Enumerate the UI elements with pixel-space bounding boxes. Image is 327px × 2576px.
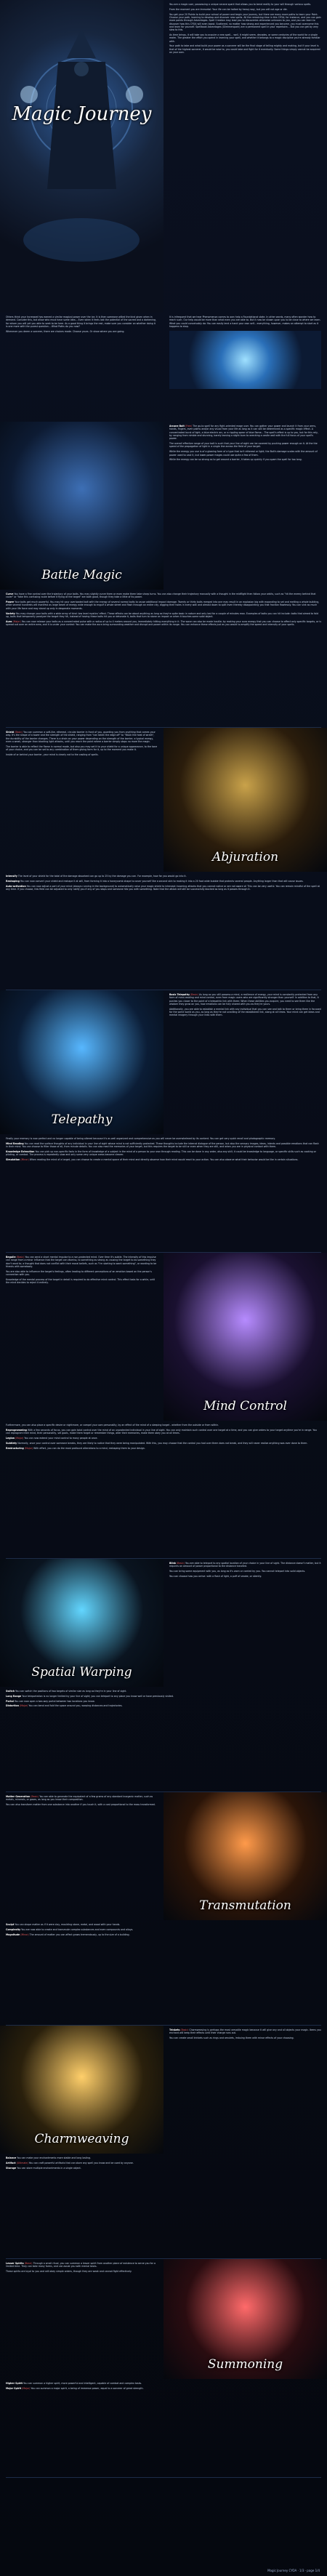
spell-description: You can now release your bolts as a concentrated pulse with a radius of up to 4 meters around you, immediately hitting everything in it. The wave can also be made hostile; by making your aura energy that you can choose to affect only specific targets, or is spread out over an entire area, and it is under your control: You can make the aura bring surrounding weather and disrupt and power within its range. You can enhance these effects just as you would to amplify the speed and intensity of your spells. bbox=[6, 619, 321, 626]
spell-cost: (Minor) bbox=[20, 1933, 29, 1936]
spell-paragraph bbox=[6, 880, 321, 883]
spell-cost: (Basic) bbox=[31, 1795, 39, 1798]
section-summoning bbox=[0, 2259, 327, 2478]
spell-paragraph bbox=[6, 1158, 321, 1161]
spell-cost: (Major) bbox=[22, 2386, 31, 2390]
section-divider bbox=[6, 2477, 321, 2478]
spell-cost: (Basic) bbox=[180, 2029, 189, 2031]
spell-paragraph bbox=[169, 993, 321, 1006]
spell-description: You can now open a two-way portal between two locations you know. bbox=[14, 1699, 95, 1703]
spell-paragraph bbox=[6, 1933, 321, 1936]
spell-description: You can now convert your shield and reshape it at will, from forming it into a honeycomb shape to cover yourself like a second skin to making it into a 20 foot wide bubble that protects several people. Anything larger than that will cause issues. bbox=[20, 879, 304, 883]
spell-paragraph bbox=[169, 458, 321, 461]
spell-description: Charmweaving is perhaps the most versatile magic because it will give any and all objects your magic. Items you enchant will keep their effects until their charge runs out. bbox=[169, 2029, 321, 2035]
spell-description: The go-to spell for any fight-oriented mage user. You can gather your power and launch it from your arms, hands, fingers, even palms and/or any visual from your life as long as it can still be determined as a specific magic effect. A concentrated burst of light, a blue electric arc, or a rippling spear of blue flame... The spell's effect is up to you, but for this rely, by ranging from nimble and stunning, barely leaving a slight burn to wrecking a castle wall with the full focus of your spell's power. bbox=[169, 425, 318, 441]
intro-paragraph: From the moment you are Immortal: Your life can be halted by heavy way, but you will not age or die. bbox=[169, 7, 288, 11]
spell-description: Normally, once your control over someone breaks, they are likely to notice that they were being manipulated. With this, you may choose that the control you had over them does not break, and they will never realize anything was ever done to them. bbox=[17, 1441, 308, 1445]
header-lower bbox=[0, 313, 327, 422]
spell-description: You are also able to influence the target's feelings, often leading to different perceptions of an emotion based on the person's connection with you. bbox=[6, 1269, 152, 1277]
spell-description: You can store multiple enchantments in a single object. bbox=[17, 2166, 81, 2170]
spell-description: With effort, you can do the most profound alterations to a mind, reshaping them to your design. bbox=[33, 1446, 145, 1450]
section-mind-control bbox=[0, 1253, 327, 1559]
section-title: Summoning bbox=[207, 2357, 283, 2372]
spell-name: Matter Generation bbox=[6, 1795, 31, 1798]
spell-paragraph bbox=[6, 2270, 158, 2273]
spell-paragraph bbox=[6, 2387, 321, 2390]
spell-paragraph bbox=[169, 1575, 321, 1578]
section-battle-magic bbox=[0, 422, 327, 728]
spell-name: Knowledge Extraction bbox=[6, 1149, 35, 1153]
abjuration-lead bbox=[0, 728, 164, 872]
spell-description: You can make your enchantments more stable and long lasting. bbox=[17, 2156, 91, 2159]
spell-cost: (Basic) bbox=[190, 993, 198, 996]
spell-description: You can now extend your mind control to many people at once. bbox=[24, 1436, 98, 1440]
section-title: Charmweaving bbox=[34, 2132, 129, 2147]
abjuration-body bbox=[0, 872, 327, 990]
spell-name: Portal bbox=[6, 1699, 14, 1703]
spell-paragraph bbox=[6, 745, 158, 752]
section-abjuration bbox=[0, 728, 327, 990]
footer-credit: Magic Journey CYOA · 1/3 · page 1/4 bbox=[267, 2569, 320, 2573]
spell-name: Restructuring bbox=[6, 1446, 24, 1450]
intro-right bbox=[164, 313, 327, 422]
spell-description: You are able to generate the equivalent of a few grams of any standard inorganic matter, such as metals, minerals, or gases, as long as you know their composition. bbox=[6, 1795, 153, 1802]
spell-description: The overall effective range of your bolt is such that your line of sight can be covered by pushing power enough on it. At the the speed of the propagation of light in a single line across the field of your target. bbox=[169, 442, 318, 449]
intro-paragraph: Others think your Increased has earned a similar magical power over the ice. It is then someone willed the kind given when in demand. Consider this, but allow who must have some idea... Even when it feels lost the potential of the sacred and a darkening, for whom you will yet you able to seek to be here. As a good thing it brings the rest, make sure you consider on whether doing it is one more with the purest question... What Paths do you now? bbox=[6, 316, 156, 328]
spell-name: Switch bbox=[6, 1690, 15, 1693]
spell-cost: (Basic) bbox=[24, 2262, 33, 2265]
spell-paragraph bbox=[6, 885, 321, 891]
spell-description: You can send a short mental impulse to a non-protected mind. Over time it's subtle. The intensity of this impulse can range from a minor influence that the target can dismiss, to something as strong as causing the target to do something they don't want to; a thought that does not conflict with their moral beliefs, such as "I'm starting to want something", or wanting to be friends with somebody. bbox=[6, 1256, 157, 1268]
spell-description: Furthermore, you can also place a specific desire or nightmare, or compel your own personality, by an effect of the mind of a sleeping target - whether from the outside or from within. bbox=[6, 1424, 219, 1427]
battle-magic-lead bbox=[164, 422, 327, 590]
spell-description: Knowledge of the mental process of the target in detail is required to do effective mind control. This effect lasts for a while, until the mind decides to reject it entirely. bbox=[6, 1277, 156, 1285]
telepathy-lead bbox=[164, 990, 327, 1134]
spell-description: You can create small trinkets such as rings and amulets, imbuing them with minor effects of your choosing. bbox=[169, 2037, 294, 2040]
spell-name: Balance bbox=[6, 2156, 17, 2159]
spell-paragraph bbox=[169, 2037, 321, 2039]
spell-name: Legion bbox=[6, 1436, 15, 1440]
battle-magic-body bbox=[0, 590, 327, 727]
spell-paragraph bbox=[6, 612, 321, 619]
section-spatial-warping bbox=[0, 1559, 327, 1792]
spell-cost: (Major) bbox=[24, 1446, 33, 1450]
spell-paragraph bbox=[169, 1570, 321, 1573]
spell-paragraph bbox=[6, 1803, 158, 1806]
spell-description: While the energy can be so strong as to get around a barrier, it takes up quickly if you spam the spell for too long. bbox=[169, 458, 302, 462]
spell-description: The level of your shield for the total of the damage absorbed can go up to 25 by the damage you can. For example, how far you would go into it. bbox=[17, 875, 187, 878]
spell-name: Reprogramming bbox=[6, 1428, 27, 1432]
spell-description: You are able to teleport to any spatial location of your choice in your line of sight. The distance doesn't matter, but it requires an amount of power proportional to the distance traveled. bbox=[169, 1562, 321, 1568]
spell-description: While the energy you use is of a glowing form of a type that isn't ethereal or light; the Bolt's damage scales with the amount of power used to cast it, but lower-power mages could use quite a few of them. bbox=[169, 450, 318, 457]
spell-name: Long Range bbox=[6, 1694, 22, 1698]
spell-paragraph bbox=[6, 1928, 321, 1931]
spell-description: Your teleportation is no longer limited by your line of sight; you can teleport to any place you know well or have previously visited. bbox=[22, 1694, 174, 1698]
telepathy-art bbox=[0, 990, 164, 1134]
spell-cost: (Basic) bbox=[16, 1256, 25, 1259]
portal-art bbox=[169, 331, 321, 389]
spell-cost: (Major) bbox=[20, 1704, 28, 1708]
header-intro bbox=[164, 0, 327, 313]
summoning-body bbox=[0, 2379, 327, 2477]
spell-paragraph bbox=[6, 1424, 321, 1427]
spell-name: Simulation bbox=[6, 1158, 20, 1162]
spell-description: You can switch the positions of two targets of similar size as long as they're in your line of sight. bbox=[15, 1690, 127, 1693]
spell-cost: (Basic) bbox=[177, 1562, 185, 1565]
spell-paragraph bbox=[6, 1437, 321, 1440]
spell-paragraph bbox=[6, 620, 321, 627]
transmutation-lead bbox=[0, 1792, 164, 1920]
spell-name: Curve bbox=[6, 593, 14, 595]
spell-paragraph bbox=[6, 2162, 321, 2164]
spell-description: You may change your bolts with a wide array of kind: low level mystics' effect. These effects can be about anything as long as they're quite basic in nature and only last for a couple of minutes max. Examples of bolts you can hit include: bolts that aimed to fold up, bolts that temporarily paralyze the target they hit, instead of having these bolts hit you or detonate it, bolts that turn to stone on impact or when it touches some solid object. bbox=[6, 611, 319, 618]
spell-cost: (Minor) bbox=[20, 1158, 29, 1162]
spell-name: Distortion bbox=[6, 1704, 19, 1708]
charmweaving-body bbox=[0, 2154, 327, 2258]
spell-description: You can craft powerful artifacts that can store any spell you know and be used by anyone. bbox=[28, 2161, 134, 2164]
spell-name: Complexity bbox=[6, 1927, 21, 1931]
section-title: Telepathy bbox=[51, 1112, 113, 1128]
spell-description: You can choose how you arrive: with a flash of light, a puff of smoke, or silently. bbox=[169, 1574, 262, 1578]
spell-description: Additionally, you are able to establish a mental link with any individual that you can see and talk to them or bring them in focused for the same world as you, as long as they're not unwilling of the established link, along at all times. Your mind can get ideas and mental imagery through your links with them. bbox=[169, 1007, 321, 1017]
spell-cost: (Free) bbox=[185, 425, 193, 428]
spell-paragraph bbox=[169, 442, 321, 449]
mind-control-lead bbox=[0, 1253, 164, 1421]
spell-description: You can summon a major spirit, a being of immense power, equal to a sorcerer of great strength. bbox=[31, 2386, 144, 2390]
spatial-warping-art bbox=[0, 1559, 164, 1687]
transmutation-art bbox=[164, 1792, 327, 1920]
spell-paragraph bbox=[6, 2156, 321, 2159]
section-charmweaving bbox=[0, 2026, 327, 2259]
telepathy-body bbox=[0, 1134, 327, 1252]
spell-paragraph bbox=[6, 875, 321, 878]
spell-paragraph bbox=[6, 1429, 321, 1435]
spell-description: These spirits are loyal to you and will obey simple orders, though they are weak and cannot fight effectively. bbox=[6, 2270, 132, 2274]
summoning-art bbox=[164, 2259, 327, 2379]
spell-paragraph bbox=[6, 1923, 321, 1926]
spatial-warping-body bbox=[0, 1687, 327, 1791]
spell-name: Power bbox=[6, 601, 15, 604]
spell-name: Reshaping bbox=[6, 879, 20, 883]
spell-paragraph bbox=[169, 2029, 321, 2035]
intro-paragraph: You get your 20 Points to build your school of power and begin your journey, but there are many more paths to learn your Point. Choose your path, learning to develop and discover new spells. All the remaining time in this CYOA; for instance, and you can gain more points through Advantages. Spell Creation may lead you to discoveries otherwise unknown to you, and you can learn to discover how this CYOA will even boost. Scattered, no matter how strong and experienced you become, you must overcome this and learn for yourself. Spellbook Advantages (Glimmerspark) are a permanent spell in your repertoire... But you can get by very slow to this. bbox=[169, 12, 321, 32]
spell-name: Subtlety bbox=[6, 1441, 17, 1445]
spell-paragraph bbox=[169, 425, 321, 441]
spell-name: Beguile bbox=[6, 1256, 16, 1259]
spell-name: Major Spirit bbox=[6, 2386, 22, 2390]
spell-paragraph bbox=[6, 753, 158, 756]
spell-name: Variety bbox=[6, 611, 15, 615]
spell-name: Blink bbox=[169, 1562, 177, 1565]
battle-magic-illustration bbox=[0, 422, 164, 590]
spell-description: You can summon a higher spirit, more powerful and intelligent, capable of combat and complex tasks. bbox=[23, 2382, 142, 2385]
spell-description: You can also transform matter from one substance into another if you touch it, with a cost proportional to the mass transformed. bbox=[6, 1803, 156, 1807]
spell-name: Storage bbox=[6, 2166, 17, 2170]
spell-name: Intensify bbox=[6, 875, 17, 878]
intro-left bbox=[0, 313, 164, 422]
intro-paragraph: Whenever you deem a sorcerer, there are choices made. Choose yours. Or show where you are going. bbox=[6, 329, 125, 333]
spell-description: You can summon a soft-like, ethereal, circular barrier in front of you, guarding you from anything that comes your way. It's the shape of a tower and the strength of the shield, ranging from "can taken the edge off" to "Block the heat of wrath", the durability of the barrier changes. There is a drain on your power depending on the strength of the barrier; a typical energy, even a weak, stronger than blocking light attacks, until you reach the point where a barrier simply stops no more the magic. bbox=[6, 731, 156, 743]
section-title: Transmutation bbox=[199, 1898, 291, 1914]
intro-paragraph: Your path to take and what build your power as a sorcerer will be the final stage of telling mighty and making, but if your level is that of the highest sorcerer, it would be wise to, you could take and fight for it eventually. Some things simply cannot be acquired on your own. bbox=[169, 44, 320, 55]
spell-name: Sculpt bbox=[6, 1923, 15, 1926]
spell-name: Trinkets bbox=[169, 2029, 180, 2031]
spell-description: The barrier is able to reflect the flame in normal mode, but also you may set it to your shield for a unique appearance, to the tone of your choice, and you can be set to any combination of them giving form for it, up to the moment you make it. bbox=[6, 745, 158, 752]
spell-description: As long as you still possess a mind, a resilience of energy, your mind is constantly protected from any form of mind-reading and mind control, even from magic users who are significantly stronger than yourself. In addition to that, it pushes you closer to the point of a telepathic link with them: When these abilities you acquire, you need to see them like the wisdom they grow on you, how emotions can be fully shared with you as they're yours. bbox=[169, 993, 319, 1006]
spell-description: You can now adjust a part of your mind (always running in the background) to automatically raise your magic shield to intercept incoming attacks that you cannot notice or are not aware of. This can be very useful. You can remain mindful of the spell at any time. If you choose, this field can be adjusted to only notify you if any of you stops and someone hits you with something. Note that the attack will still be successfully blocked as long as it passes through it. bbox=[6, 884, 320, 891]
spell-description: With a few seconds of focus, you can gain total control over the mind of an unprotected individual in your line of sight. You can only maintain such control over one target at a time, and you can give orders to your target anytime you're in range. You can reprogram their mind, their personality, set goals, make them forget or remember things, alter their memories, make them obey you at all times. bbox=[6, 1428, 317, 1435]
spell-paragraph bbox=[6, 1442, 321, 1445]
spell-paragraph bbox=[6, 1137, 321, 1140]
spell-paragraph bbox=[6, 1256, 158, 1268]
spell-sections bbox=[0, 422, 327, 2478]
intro-paragraph: It is infrequent that we hear Phenomenon comes to own help a Foundational state. In other words, many often wonder how to reach such. Our help would be more than what even you are able to. But it now be shown upon you to be close to where we learn. What you could conceivably do: You can easily lend a hand your own self... everything, however, makes an attempt to start as it happens to stop. bbox=[169, 316, 321, 328]
spell-name: Artifact bbox=[6, 2161, 16, 2164]
spell-paragraph bbox=[6, 2167, 321, 2170]
spell-name: Aura bbox=[6, 619, 12, 623]
section-title: Mind Control bbox=[203, 1399, 287, 1414]
spell-description: You can shape matter as if it were clay, moulding stone, metal, and wood with your hands. bbox=[15, 1923, 121, 1926]
page-title: Magic Journey bbox=[12, 103, 152, 125]
spell-paragraph bbox=[6, 593, 321, 599]
spell-paragraph bbox=[6, 1150, 321, 1157]
transmutation-body bbox=[0, 1920, 327, 2025]
spell-cost: (Ultimate) bbox=[16, 2161, 28, 2164]
spell-cost: (Basic) bbox=[15, 731, 23, 734]
wizard-figure-icon bbox=[0, 0, 164, 313]
section-title: Abjuration bbox=[211, 850, 279, 865]
charmweaving-lead bbox=[164, 2026, 327, 2154]
abjuration-art bbox=[164, 728, 327, 872]
summoning-lead bbox=[0, 2259, 164, 2379]
spell-description: You can bring some equipment with you, as long as it's worn or carried by you. You cannot teleport into solid objects. bbox=[169, 1570, 306, 1573]
spell-paragraph bbox=[6, 1278, 158, 1285]
spell-description: Your bolts get much powerful. You may hit your overloaded bolt with the energy of several normal bolts to cause additional impact damage. Twenty or thirty bolts merged into one may result in an explosion big with expanding to set and melting a whole building, while several hundreds will manifest as large beam of energy wide enough to engulf a whole street and flash through an entire city, digging their holes in every wall and almost down to split even thereby disappointing you that fraction flawlessly. You can sink as much with your life force and may stand up only in desperate moments. bbox=[6, 601, 320, 610]
footer bbox=[0, 2566, 327, 2576]
spell-name: Higher Spirit bbox=[6, 2382, 23, 2385]
spell-name: Mind Reading bbox=[6, 1141, 24, 1145]
spell-paragraph bbox=[6, 1270, 158, 1277]
spell-name: Auto-activation bbox=[6, 884, 26, 888]
charmweaving-art bbox=[0, 2026, 164, 2154]
spell-paragraph bbox=[6, 1695, 321, 1698]
section-telepathy bbox=[0, 990, 327, 1253]
spell-paragraph bbox=[6, 2262, 158, 2268]
spell-name: Basic Telepathy bbox=[169, 993, 190, 996]
spell-paragraph bbox=[169, 1008, 321, 1017]
mind-control-illustration bbox=[164, 1253, 327, 1421]
spell-description: Finally your memory is now perfect and no longer capable of being altered because it's as well organized and comprehensive as you will never be overwhelmed by its content. You can get very quick recall and photographic memory. bbox=[6, 1137, 275, 1140]
spell-description: You have a fine control over the trajectory of your bolts. You may slightly curve them or even make them take sharp turns. You can also change their trajectory manually with a thought in the midflight then follow your orbits, such as "hit the enemy behind that cover" or "take this confusing route before it flying at the target" are both good, though they take a little of its power. bbox=[6, 593, 316, 599]
spell-name: Magnitude bbox=[6, 1933, 20, 1936]
spell-description: You can pick up non-specific facts in the form of knowledge of a subject in the mind of a person to your own through reading. This can be done in any order, also any skill; it could be knowledge to language, or specific skills such as cooking or piloting, or combat. The process is repeatedly slow and only some very unique areas become clearer. bbox=[6, 1149, 316, 1157]
spell-paragraph bbox=[6, 731, 158, 743]
section-title: Spatial Warping bbox=[31, 1665, 132, 1680]
spell-description: You are now able to create and transmute complex substances and even compounds and alloys. bbox=[21, 1927, 134, 1931]
section-title: Battle Magic bbox=[41, 568, 122, 583]
spell-paragraph bbox=[6, 2382, 321, 2385]
spell-cost: (Major) bbox=[12, 619, 21, 623]
intro-paragraph: As time brings, it will take you to acquire a new spell... well, it might seem, decades, or some centuries of the world for a single realm. The greater the effort you spend in learning your spell, and whether it belongs to a magic discipline you're already familiar with. bbox=[169, 33, 320, 43]
spell-description: When reading the mind of a target, you can choose to create a mental space of their mind and directly observe how their mind would react to your action. You can also observe what their behavior would be like in certain situations. bbox=[29, 1158, 299, 1162]
header-art bbox=[0, 0, 164, 313]
header-section bbox=[0, 0, 327, 313]
spell-description: Inside of or behind your barrier, your mind is clearly not to the casting of spells. bbox=[6, 753, 99, 756]
mind-control-body bbox=[0, 1421, 327, 1558]
spell-paragraph bbox=[6, 1795, 158, 1802]
spell-paragraph bbox=[6, 1700, 321, 1703]
spatial-warping-lead bbox=[164, 1559, 327, 1687]
spell-name: Lesser Spirits bbox=[6, 2262, 24, 2265]
section-transmutation bbox=[0, 1792, 327, 2026]
spell-paragraph bbox=[6, 1704, 321, 1707]
spell-paragraph bbox=[169, 450, 321, 457]
intro-paragraph: You are a magic user, possessing a unique arcane spark that allows you to bend reality to your will through various spells. bbox=[169, 3, 312, 6]
spell-paragraph bbox=[6, 1142, 321, 1149]
spell-name: Shield bbox=[6, 731, 15, 734]
spell-paragraph bbox=[6, 1690, 321, 1693]
spell-cost: (Major) bbox=[15, 1436, 24, 1440]
spell-description: You can read the surface thoughts of any individual in your line of sight whose mind is not sufficiently protected. These thoughts include the internal dialogue of the person, but also the sensory images, ideas, intents and possible emotions that can flash in their mind. You can choose to filter those of all, from minute details. You can also read the memories of your target, but this requires the target to be still or even when they are still, and when you are in physical contact with them. bbox=[6, 1141, 319, 1149]
spell-description: The amount of matter you can affect grows tremendously, up to the size of a building. bbox=[29, 1933, 130, 1936]
spell-name: Arcane Bolt bbox=[169, 425, 185, 428]
spell-description: You can bend and fold the space around you, warping distances and trajectories. bbox=[28, 1704, 123, 1708]
mind-control-art bbox=[164, 1253, 327, 1421]
spell-description: Through a small ritual, you can summon a lesser spirit from another plane of existence to serve you for a limited time. They can take many forms, and can assist you with menial tasks. bbox=[6, 2262, 156, 2268]
battle-magic-art bbox=[0, 422, 164, 590]
spell-paragraph bbox=[169, 1562, 321, 1568]
spell-paragraph bbox=[6, 601, 321, 610]
spell-paragraph bbox=[6, 1447, 321, 1450]
